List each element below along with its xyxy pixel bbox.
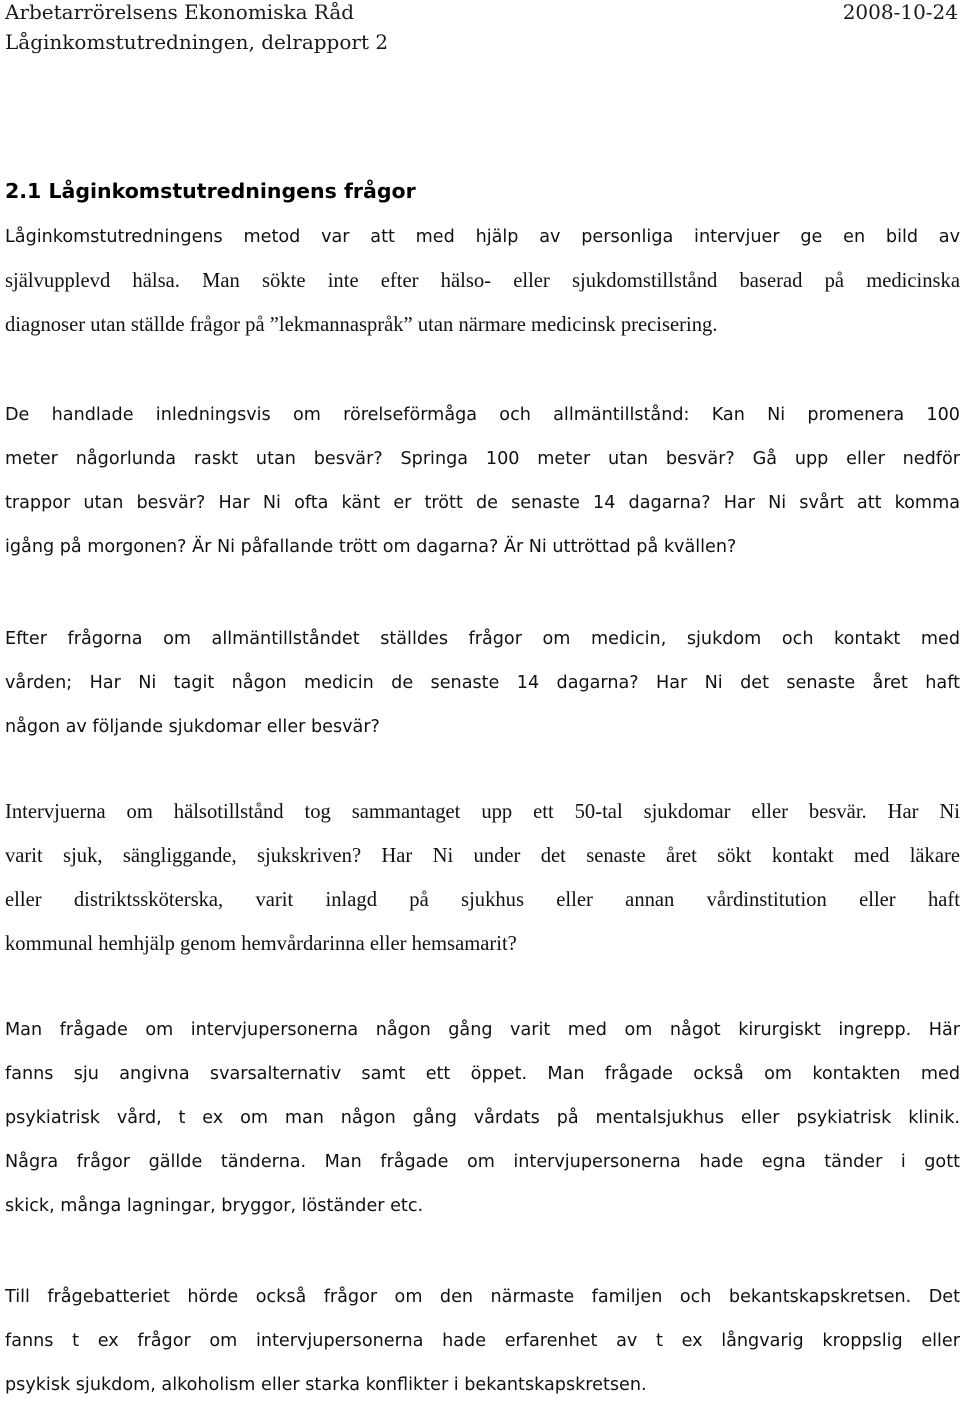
paragraph-surgery-psychiatry bbox=[5, 1008, 960, 1228]
header-organization: Arbetarrörelsens Ekonomiska Råd bbox=[5, 0, 355, 24]
paragraph-line: Man frågade om intervjupersonerna någon gång varit med om något kirurgiskt ingrepp. Här bbox=[5, 1020, 960, 1040]
paragraph-line: Intervjuerna om hälsotillstånd tog sammantaget upp ett 50-tal sjukdomar eller besvär. Har Ni bbox=[5, 801, 960, 823]
paragraph-line: någon av följande sjukdomar eller besvär? bbox=[5, 717, 380, 737]
paragraph-mobility-questions bbox=[5, 393, 960, 569]
paragraph-line: Efter frågorna om allmäntillståndet ställdes frågor om medicin, sjukdom och kontakt med bbox=[5, 629, 960, 649]
paragraph-line: meter någorlunda raskt utan besvär? Springa 100 meter utan besvär? Gå upp eller nedför bbox=[5, 449, 960, 469]
paragraph-line: självupplevd hälsa. Man sökte inte efter hälso- eller sjukdomstillstånd baserad på medicinska bbox=[5, 270, 960, 292]
paragraph-line: igång på morgonen? Är Ni påfallande trött om dagarna? Är Ni uttröttad på kvällen? bbox=[5, 537, 737, 557]
paragraph-line: psykiatrisk vård, t ex om man någon gång vårdats på mentalsjukhus eller psykiatrisk klinik. bbox=[5, 1108, 960, 1128]
paragraph-line: fanns sju angivna svarsalternativ samt ett öppet. Man frågade också om kontakten med bbox=[5, 1064, 960, 1084]
paragraph-health-interviews bbox=[5, 790, 960, 966]
paragraph-line: Till frågebatteriet hörde också frågor om den närmaste familjen och bekantskapskretsen. Det bbox=[5, 1287, 960, 1307]
paragraph-line: eller distriktssköterska, varit inlagd på sjukhus eller annan vårdinstitution eller haft bbox=[5, 889, 960, 911]
paragraph-line: psykisk sjukdom, alkoholism eller starka konflikter i bekantskapskretsen. bbox=[5, 1375, 647, 1395]
paragraph-method bbox=[5, 215, 960, 347]
paragraph-line: vården; Har Ni tagit någon medicin de senaste 14 dagarna? Har Ni det senaste året haft bbox=[5, 673, 960, 693]
section-heading: 2.1 Låginkomstutredningens frågor bbox=[5, 179, 416, 203]
paragraph-line: varit sjuk, sängliggande, sjukskriven? Har Ni under det senaste året sökt kontakt med läkare bbox=[5, 845, 960, 867]
header-date: 2008-10-24 bbox=[842, 0, 958, 24]
paragraph-line: De handlade inledningsvis om rörelseförmåga och allmäntillstånd: Kan Ni promenera 100 bbox=[5, 405, 960, 425]
paragraph-line: Låginkomstutredningens metod var att med hjälp av personliga intervjuer ge en bild av bbox=[5, 227, 960, 247]
paragraph-line: skick, många lagningar, bryggor, löständer etc. bbox=[5, 1196, 424, 1216]
paragraph-family-circle bbox=[5, 1275, 960, 1407]
paragraph-medicine-questions bbox=[5, 617, 960, 749]
header-report-title: Låginkomstutredningen, delrapport 2 bbox=[5, 30, 389, 54]
paragraph-line: diagnoser utan ställde frågor på ”lekmannaspråk” utan närmare medicinsk precisering. bbox=[5, 314, 718, 336]
paragraph-line: Några frågor gällde tänderna. Man frågade om intervjupersonerna hade egna tänder i gott bbox=[5, 1152, 960, 1172]
paragraph-line: kommunal hemhjälp genom hemvårdarinna eller hemsamarit? bbox=[5, 933, 517, 955]
paragraph-line: fanns t ex frågor om intervjupersonerna hade erfarenhet av t ex långvarig kroppslig eller bbox=[5, 1331, 960, 1351]
paragraph-line: trappor utan besvär? Har Ni ofta känt er trött de senaste 14 dagarna? Har Ni svårt att komma bbox=[5, 493, 960, 513]
